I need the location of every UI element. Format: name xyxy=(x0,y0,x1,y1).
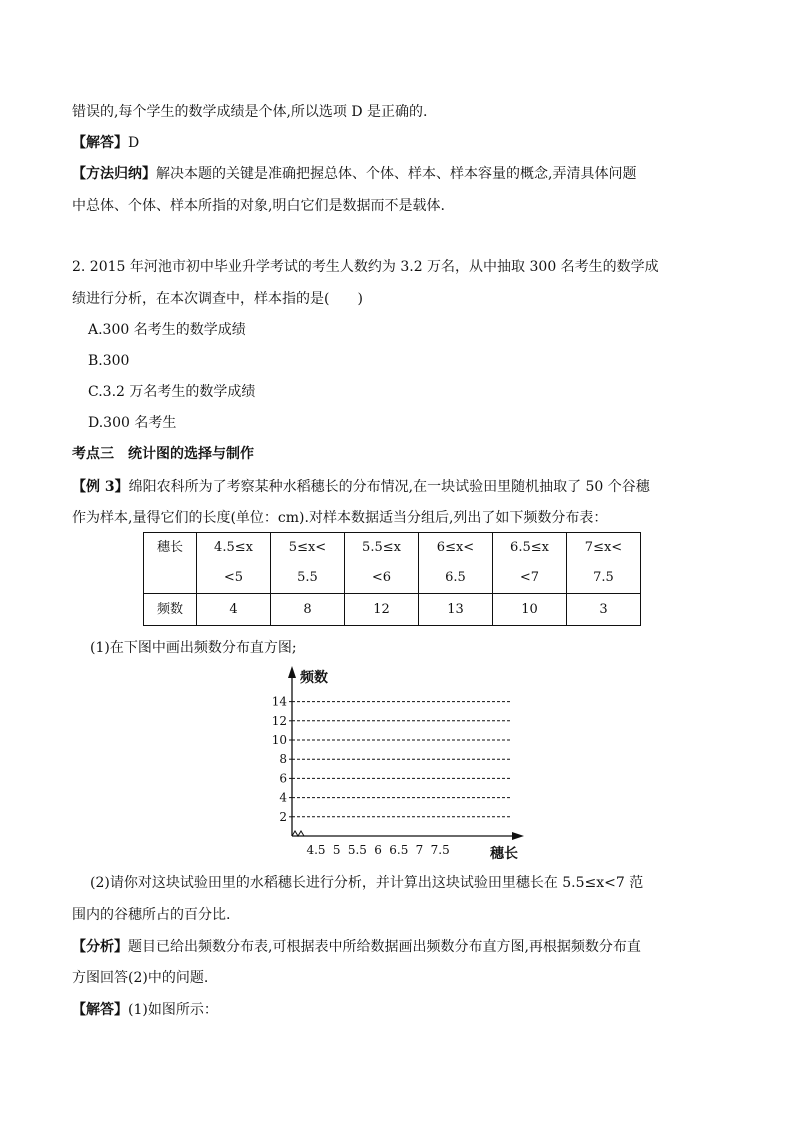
analysis-line-1: 【分析】题目已给出频数分布表,可根据表中所给数据画出频数分布直方图,再根据频数分布直 xyxy=(72,939,641,955)
axis-break-zigzag xyxy=(292,831,304,836)
table-cell: 5.5≤x <6 xyxy=(345,533,419,594)
x-tick-label: 7 xyxy=(415,843,424,857)
frequency-table xyxy=(143,532,641,626)
y-tick-label: 8 xyxy=(279,752,287,767)
answer-1 xyxy=(72,133,139,153)
table-cell: 6≤x< 6.5 xyxy=(419,533,493,594)
option-b: B.300 xyxy=(88,353,130,369)
part-2-line-1: (2)请你对这块试验田里的水稻穗长进行分析，并计算出这块试验田里穗长在 5.5≤x<7 范 xyxy=(90,875,644,891)
table-cell: 13 xyxy=(419,594,493,626)
part-1-prompt: (1)在下图中画出频数分布直方图; xyxy=(90,640,297,656)
section-heading: 考点三 统计图的选择与制作 xyxy=(72,446,254,462)
option-d: D.300 名考生 xyxy=(88,415,177,431)
answer-label: 【解答】 xyxy=(72,135,128,151)
x-tick-label: 5.5 xyxy=(347,843,367,857)
row-header-length: 穗长 xyxy=(144,533,197,594)
table-cell: 8 xyxy=(271,594,345,626)
x-tick-label: 6 xyxy=(374,843,382,857)
answer-text: D xyxy=(128,135,140,151)
answer-text: (1)如图所示： xyxy=(128,1002,218,1018)
example-3-line-1: 【例 3】绵阳农科所为了考察某种水稻穗长的分布情况,在一块试验田里随机抽取了 50 个谷穗 xyxy=(72,479,650,495)
x-tick-label: 5 xyxy=(332,843,341,857)
histogram-grid xyxy=(262,660,532,865)
answer-3 xyxy=(72,1000,218,1020)
method-summary-line-2: 中总体、个体、样本所指的对象,明白它们是数据而不是载体. xyxy=(72,198,445,214)
y-tick-label: 14 xyxy=(271,694,287,709)
analysis-label: 【分析】 xyxy=(72,939,128,955)
option-a: A.300 名考生的数学成绩 xyxy=(88,322,246,338)
x-tick-label: 7.5 xyxy=(430,843,450,857)
method-label: 【方法归纳】 xyxy=(72,166,156,182)
prev-solution-tail: 错误的,每个学生的数学成绩是个体,所以选项 D 是正确的. xyxy=(72,104,428,120)
y-tick-label: 6 xyxy=(279,771,287,786)
table-cell: 5≤x< 5.5 xyxy=(271,533,345,594)
x-tick-label: 6.5 xyxy=(389,843,409,857)
table-cell: 10 xyxy=(493,594,567,626)
x-axis-label: 穗长 xyxy=(490,846,518,862)
x-axis-arrow xyxy=(512,832,524,840)
y-tick-label: 4 xyxy=(279,790,287,805)
question-2-line-1: 2. 2015 年河池市初中毕业升学考试的考生人数约为 3.2 万名，从中抽取 300 名考生的数学成 xyxy=(72,259,659,275)
y-tick-label: 10 xyxy=(271,733,287,747)
method-summary-line-1: 【方法归纳】解决本题的关键是准确把握总体、个体、样本、样本容量的概念,弄清具体问题 xyxy=(72,166,637,182)
table-cell: 4.5≤x <5 xyxy=(197,533,271,594)
part-2-line-2: 围内的谷穗所占的百分比. xyxy=(72,907,231,923)
analysis-line-2: 方图回答(2)中的问题. xyxy=(72,970,209,986)
option-c: C.3.2 万名考生的数学成绩 xyxy=(88,384,256,400)
example-3-line-2: 作为样本,量得它们的长度(单位：cm).对样本数据适当分组后,列出了如下频数分布表： xyxy=(72,510,608,526)
y-axis-label: 频数 xyxy=(300,670,328,686)
table-cell: 4 xyxy=(197,594,271,626)
table-row xyxy=(144,594,641,626)
table-row xyxy=(144,533,641,594)
row-header-frequency: 频数 xyxy=(144,594,197,626)
table-cell: 7≤x< 7.5 xyxy=(567,533,641,594)
table-cell: 12 xyxy=(345,594,419,626)
answer-label: 【解答】 xyxy=(72,1002,128,1018)
y-axis-arrow xyxy=(288,666,296,678)
table-cell: 6.5≤x <7 xyxy=(493,533,567,594)
example-label: 【例 3】 xyxy=(72,479,129,495)
x-tick-label: 4.5 xyxy=(306,843,326,857)
y-tick-label: 2 xyxy=(279,809,287,824)
question-2-line-2: 绩进行分析，在本次调查中，样本指的是( ) xyxy=(72,291,363,307)
table-cell: 3 xyxy=(567,594,641,626)
y-tick-label: 12 xyxy=(271,713,287,728)
